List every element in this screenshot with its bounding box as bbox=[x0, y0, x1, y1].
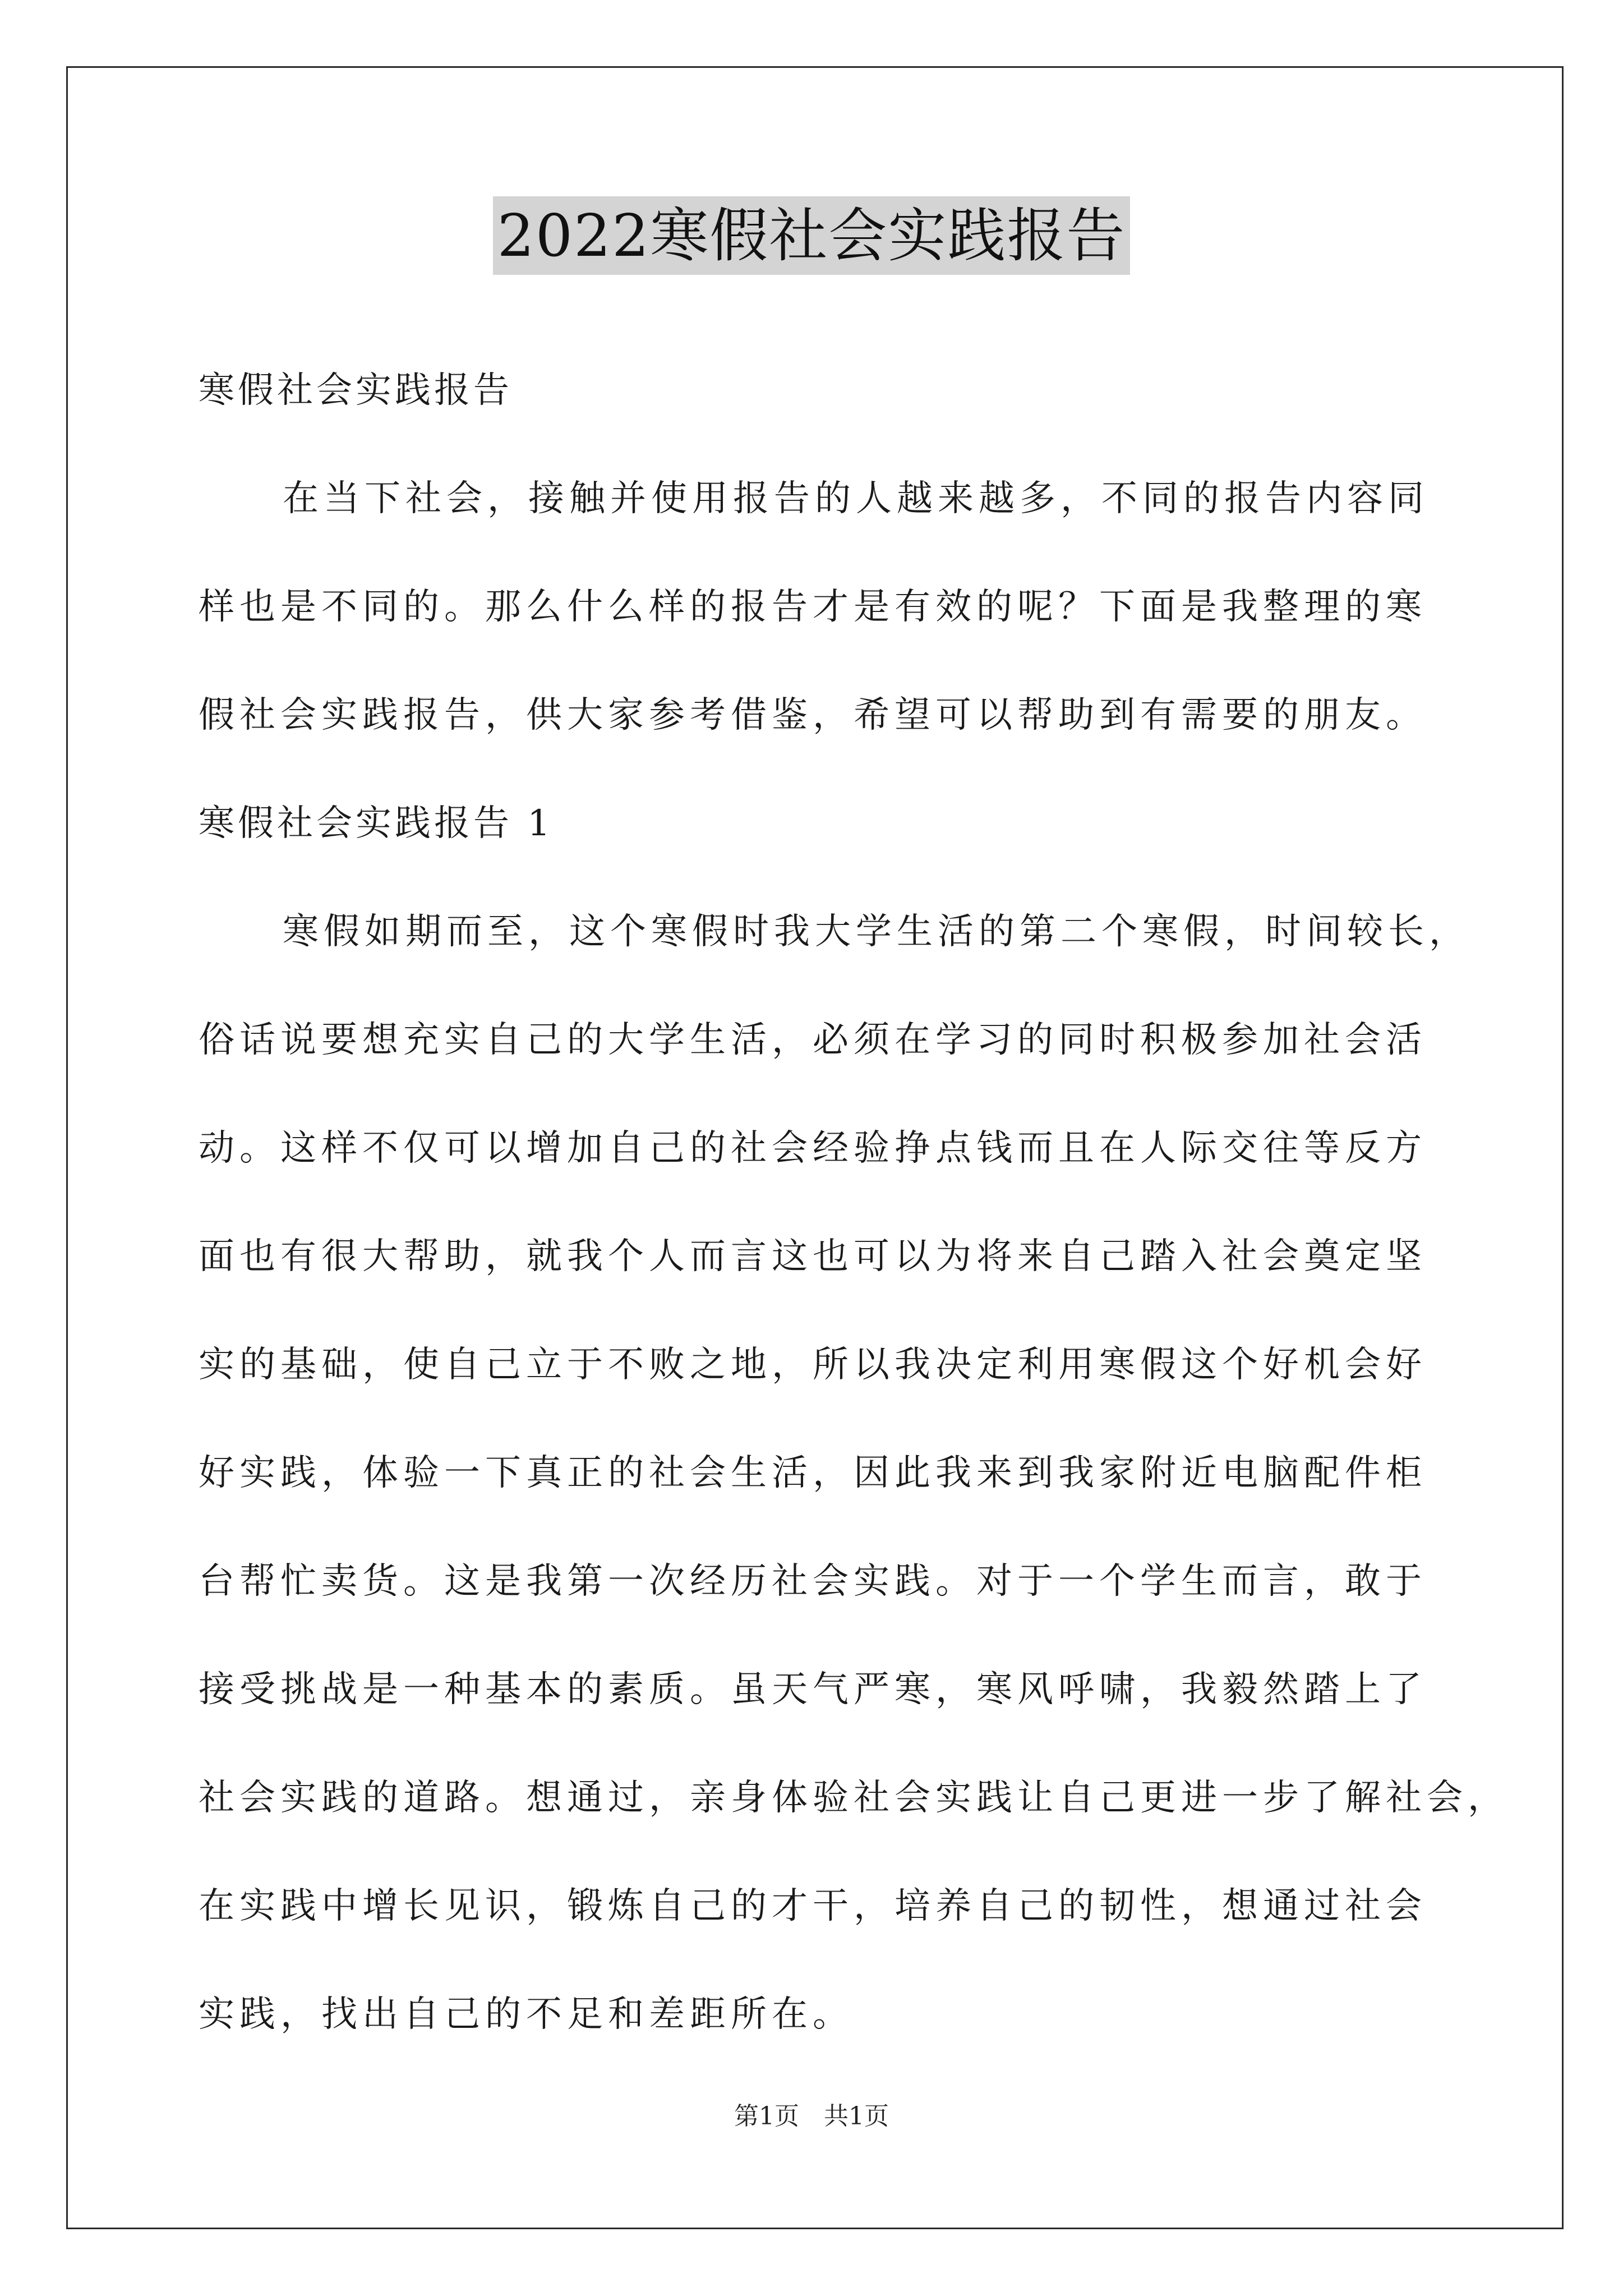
section-heading: 寒假社会实践报告 1 bbox=[199, 803, 554, 844]
page-footer: 第1页 共1页 bbox=[734, 2102, 889, 2131]
body-line: 台帮忙卖货。这是我第一次经历社会实践。对于一个学生而言，敢于 bbox=[199, 1561, 1427, 1602]
body-line: 实践，找出自己的不足和差距所在。 bbox=[199, 1994, 854, 2035]
body-line: 实的基础，使自己立于不败之地，所以我决定利用寒假这个好机会好 bbox=[199, 1344, 1427, 1386]
body-line: 俗话说要想充实自己的大学生活，必须在学习的同时积极参加社会活 bbox=[199, 1019, 1427, 1061]
body-line: 面也有很大帮助，就我个人而言这也可以为将来自己踏入社会奠定坚 bbox=[199, 1236, 1427, 1277]
document-body bbox=[199, 337, 1509, 2069]
intro-line: 在当下社会，接触并使用报告的人越来越多，不同的报告内容同 bbox=[283, 478, 1429, 519]
body-line: 在实践中增长见识，锻炼自己的才干，培养自己的韧性，想通过社会 bbox=[199, 1885, 1427, 1927]
body-line: 社会实践的道路。想通过，亲身体验社会实践让自己更进一步了解社会， bbox=[199, 1777, 1509, 1819]
subtitle: 寒假社会实践报告 bbox=[199, 370, 513, 411]
document-title: 2022寒假社会实践报告 bbox=[493, 196, 1131, 275]
body-line: 寒假如期而至，这个寒假时我大学生活的第二个寒假，时间较长， bbox=[283, 911, 1470, 953]
body-line: 好实践，体验一下真正的社会生活，因此我来到我家附近电脑配件柜 bbox=[199, 1452, 1427, 1494]
title-container bbox=[0, 196, 1623, 275]
intro-line: 假社会实践报告，供大家参考借鉴，希望可以帮助到有需要的朋友。 bbox=[199, 694, 1427, 736]
intro-line: 样也是不同的。那么什么样的报告才是有效的呢？下面是我整理的寒 bbox=[199, 586, 1427, 628]
body-line: 动。这样不仅可以增加自己的社会经验挣点钱而且在人际交往等反方 bbox=[199, 1128, 1427, 1169]
body-line: 接受挑战是一种基本的素质。虽天气严寒，寒风呼啸，我毅然踏上了 bbox=[199, 1669, 1427, 1710]
